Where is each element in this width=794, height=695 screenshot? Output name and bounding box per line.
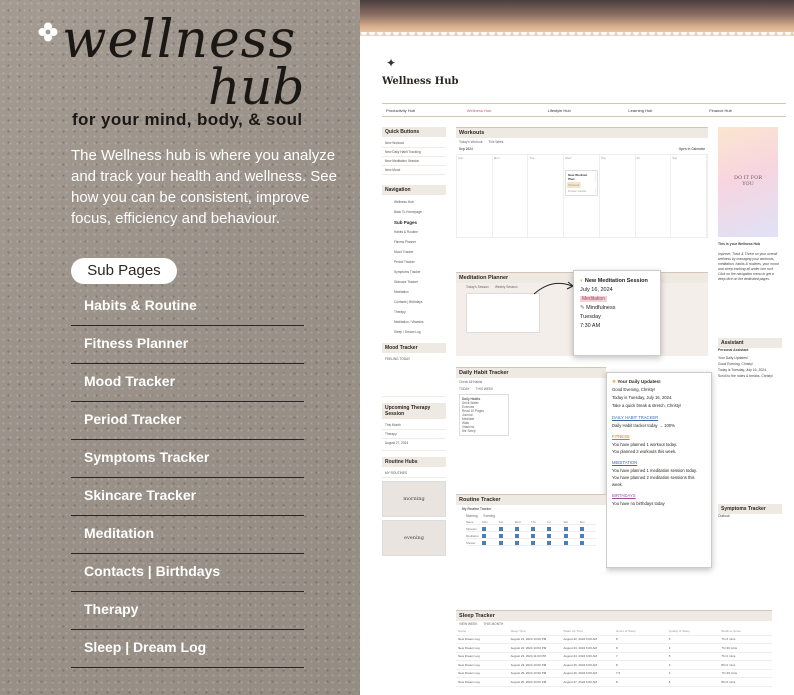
quick-buttons-heading: Quick Buttons (382, 127, 446, 137)
tab-lifestyle-hub[interactable]: Lifestyle Hub (547, 108, 571, 113)
assistant-heading: Assistant (718, 338, 782, 348)
routine-col: Name (466, 520, 482, 525)
cell: 4 (668, 645, 671, 650)
sleep-col: Sleep Time (510, 628, 526, 633)
sleep-col: Wake Up Time (563, 628, 583, 633)
routine-grid (466, 520, 596, 546)
assistant-sub: Personal Assistant (718, 348, 749, 352)
updates-section-heading: BIRTHDAYS (612, 493, 636, 498)
cell: August 21, 2024 10:00 PM (510, 637, 547, 642)
routine-tracker-heading: Routine Tracker (456, 495, 606, 505)
cell: 8 (616, 679, 618, 684)
cell: 3 (668, 662, 671, 667)
checkbox[interactable] (515, 541, 531, 546)
hub-list-item: Fitness Planner (71, 326, 304, 364)
routine-tracker-sub: My Routine Tracker (462, 507, 492, 511)
cell: August 27, 2024 6:00 AM (563, 679, 598, 684)
welcome-heading: This is your Wellness Hub (718, 242, 761, 246)
popup-date: July 16, 2024 (580, 287, 613, 293)
routine-col: Fri (547, 520, 563, 525)
routine-col: Mon (482, 520, 498, 525)
promo-tagline: for your mind, body, & soul (72, 110, 303, 129)
tab-evening[interactable]: Evening (483, 514, 496, 518)
moon-icon: ◐ (580, 278, 584, 284)
meditation-popup[interactable] (573, 270, 661, 356)
cell: New Dream Log (458, 671, 480, 676)
cell: August 25, 2024 6:00 AM (563, 662, 598, 667)
subpages-pill: Sub Pages (71, 258, 177, 284)
habit-item[interactable]: Journal (462, 413, 473, 417)
updates-section-heading: DAILY HABIT TRACKER (612, 415, 659, 420)
notion-screenshot (360, 0, 794, 695)
cell: 8 (616, 662, 618, 667)
cell: 5 (668, 637, 671, 642)
cell: New Dream Log (458, 679, 480, 684)
checkbox[interactable] (580, 527, 596, 532)
assistant-greeting: Good Evening, Christy! (718, 362, 753, 366)
updates-section-heading: MEDITATION (612, 460, 638, 465)
cell: 8 (616, 645, 618, 650)
symptoms-sub[interactable]: Outlook (718, 514, 730, 518)
nav-item[interactable]: Symptoms Tracker (394, 270, 421, 274)
check-all-habits[interactable]: Check All Habits (459, 380, 483, 384)
tab-morning[interactable]: Morning (466, 514, 478, 518)
checkbox[interactable] (531, 527, 547, 532)
assistant-reminder: Scroll to the notes & breaks, Christy! (718, 374, 773, 378)
popup-type-text: Mindfulness (586, 305, 616, 311)
popup-title (580, 277, 654, 286)
updates-reminder: Take a quick break & stretch, Christy! (612, 403, 682, 408)
cell: August 26, 2024 10:00 PM (510, 679, 547, 684)
habit-item[interactable]: Read 10 Pages (462, 409, 484, 413)
workout-event-sub: Power Cardio (567, 188, 596, 194)
welcome-body: Improve, Track & Thrive on your overall wellness by managing your workouts, meditation, habits & routines, your mood and sleep tracking all under one roof. Click on the navigation menu to get a deep dive on the dedicated pages. (718, 252, 779, 281)
new-habit-button[interactable]: New Daily Habit Tracking (382, 148, 446, 157)
cell: August 23, 2024 11:00 PM (510, 654, 546, 659)
new-mood-button[interactable]: New Mood (382, 166, 446, 175)
hub-list-item: Skincare Tracker (71, 478, 304, 516)
hub-list-item: Sleep | Dream Log (71, 630, 304, 668)
flower-logo-icon (38, 22, 58, 42)
mood-tracker-heading: Mood Tracker (382, 343, 446, 353)
routine-hubs-heading: Routine Hubs (382, 457, 446, 467)
daily-updates-card (606, 372, 712, 568)
tab-todays-session[interactable]: Today's Session (466, 285, 489, 289)
updates-line: Daily Habit tracker today → 100% (612, 423, 675, 428)
habit-tracker-heading: Daily Habit Tracker (456, 368, 606, 378)
checkbox[interactable] (499, 541, 515, 546)
popup-type (580, 304, 654, 313)
popup-time: 7:30 AM (580, 323, 601, 329)
cover-image (360, 0, 794, 36)
tab-weekly-session[interactable]: Weekly Session (494, 285, 518, 289)
checkbox[interactable] (564, 541, 580, 546)
workouts-panel (456, 127, 708, 251)
left-column (382, 127, 446, 559)
cell: 4 (668, 671, 671, 676)
checkbox[interactable] (564, 527, 580, 532)
checkbox[interactable] (531, 534, 547, 539)
calendar-day-fri: Fri (636, 155, 672, 237)
meditation-card-small[interactable] (466, 293, 540, 333)
checkbox[interactable] (531, 541, 547, 546)
hub-list-item: Symptoms Tracker (71, 440, 304, 478)
workout-event-tag: Workout (568, 183, 580, 187)
workouts-heading: Workouts (456, 128, 708, 138)
routine-col: Sat (564, 520, 580, 525)
nav-subpages-heading: Sub Pages (394, 220, 418, 225)
popup-tag: Meditation (582, 296, 606, 302)
cell: 7hr 0 mins (721, 637, 736, 642)
checkbox[interactable] (515, 534, 531, 539)
calendar-day-thu: Thu (600, 155, 636, 237)
calendar-day-wed-label: Wed (565, 156, 572, 160)
symptoms-heading: Symptoms Tracker (718, 504, 782, 514)
updates-line: You have planned 2 meditation sessions this week. (612, 475, 695, 487)
hub-list-item: Contacts | Birthdays (71, 554, 304, 592)
promo-panel (0, 0, 360, 695)
nav-item[interactable]: Sleep / Dream Log (394, 330, 421, 334)
wand-icon: ✎ (580, 305, 585, 311)
table-row[interactable] (456, 636, 772, 645)
nav-item[interactable]: Skincare Tracker (394, 280, 418, 284)
hub-list-item: Mood Tracker (71, 364, 304, 402)
routine-col: Tue (499, 520, 515, 525)
therapy-item[interactable]: Therapy (382, 430, 446, 439)
assistant-today: Today is Tuesday, July 16, 2024. (718, 368, 767, 372)
tab-productivity-hub[interactable]: Productivity Hub (386, 108, 416, 113)
checkbox[interactable] (547, 541, 563, 546)
checkbox[interactable] (482, 527, 498, 532)
popup-title-text: New Meditation Session (584, 278, 648, 284)
updates-line: You have no birthdays today (612, 501, 665, 506)
workouts-calendar (456, 154, 708, 238)
cell: New Dream Log (458, 654, 480, 659)
popup-day: Tuesday (580, 314, 601, 320)
cell: 8hr 0 mins (721, 662, 736, 667)
checkbox[interactable] (482, 534, 498, 539)
morning-routine-card[interactable]: morning (382, 481, 446, 517)
checkbox[interactable] (580, 541, 596, 546)
page-title: Wellness Hub (382, 76, 459, 87)
cell: August 23, 2024 6:00 AM (563, 645, 598, 650)
tab-learning-hub[interactable]: Learning Hub (628, 108, 653, 113)
cell: 7 (616, 654, 618, 659)
table-row[interactable] (456, 661, 772, 670)
table-row[interactable] (456, 678, 772, 687)
therapy-heading: Upcoming Therapy Session (382, 403, 446, 419)
sun-icon: ☀ (612, 379, 617, 384)
table-row[interactable] (456, 653, 772, 662)
calendar-day-wed (564, 155, 600, 237)
cell: August 22, 2024 10:00 PM (510, 645, 547, 650)
tab-this-month[interactable]: THIS MONTH (483, 622, 504, 626)
nav-current[interactable]: Wellness Hub (394, 200, 414, 204)
nav-item[interactable]: Fitness Planner (394, 240, 417, 244)
updates-line: You planned 2 workouts this week. (612, 449, 677, 454)
cell: 7hr 0 mins (721, 654, 736, 659)
cell: August 25, 2024 10:30 PM (510, 671, 547, 676)
sparkle-icon: ✦ (386, 56, 397, 70)
arrow-icon (532, 276, 576, 298)
cell: 7hr 30 mins (721, 671, 738, 676)
cell: 8hr 0 mins (721, 679, 736, 684)
hub-list-item: Meditation (71, 516, 304, 554)
workout-event-title: New Workout Plan (567, 172, 596, 182)
updates-title (612, 378, 706, 386)
nav-item[interactable]: Therapy (394, 310, 406, 314)
habit-item[interactable]: Exercise (462, 405, 475, 409)
promo-title-hub: hub (208, 58, 305, 116)
routine-hubs-sub: MY ROUTINES (382, 469, 446, 478)
hub-list-item: Period Tracker (71, 402, 304, 440)
nav-item[interactable]: Mood Tracker (394, 250, 414, 254)
cell: New Dream Log (458, 637, 480, 642)
motivation-text: DO IT FOR YOU (734, 175, 762, 187)
checkbox[interactable] (564, 534, 580, 539)
calendar-day-mon: Mon (493, 155, 529, 237)
checkbox[interactable] (515, 527, 531, 532)
updates-line: You have planned 1 meditation session today. (612, 468, 697, 473)
hub-list-item: Therapy (71, 592, 304, 630)
cell: August 22, 2024 6:00 AM (563, 637, 598, 642)
nav-item[interactable]: Contacts | Birthdays (394, 300, 423, 304)
sleep-col: Name (458, 628, 467, 633)
habit-item[interactable]: Meditate (462, 417, 475, 421)
habit-list-title: Daily Habits (462, 397, 481, 401)
nav-back[interactable]: Back To Homepage (394, 210, 422, 214)
habit-item[interactable]: Vitamins (462, 425, 475, 429)
routine-row-label: Shower (466, 541, 482, 546)
therapy-view[interactable]: This Month (382, 421, 446, 430)
checkbox[interactable] (547, 527, 563, 532)
routine-row-label: Skincare (466, 527, 482, 532)
routine-row-label: Meditation (466, 534, 482, 539)
meditation-heading: Meditation Planner (456, 273, 708, 283)
sleep-col: Quality of Sleep (668, 628, 690, 633)
cell: 7hr 30 mins (721, 645, 738, 650)
motivation-card (718, 127, 778, 237)
tab-this-week[interactable]: This Week (488, 140, 504, 144)
new-meditation-button[interactable]: New Meditation Session (382, 157, 446, 166)
checkbox[interactable] (482, 541, 498, 546)
habit-tracker-panel (456, 367, 606, 485)
updates-today: Today is Tuesday, July 16, 2024. (612, 395, 673, 400)
cell: 5 (668, 679, 671, 684)
tab-todays-workout[interactable]: Today's Workout (459, 140, 483, 144)
calendar-day-sat: Sat (671, 155, 707, 237)
calendar-day-tue: Tue (528, 155, 564, 237)
sleep-col: Bedtime Score (721, 628, 742, 633)
cell: August 24, 2024 10:00 PM (510, 662, 547, 667)
sleep-col: Hours of Sleep (616, 628, 636, 633)
cell: 5 (668, 654, 671, 659)
promo-description: The Wellness hub is where you analyze and track your health and wellness. See how you can be consistent, improve focus, efficiency and behaviour. (71, 147, 337, 227)
promo-title: wellness (62, 10, 297, 70)
tab-today[interactable]: TODAY (459, 387, 470, 391)
therapy-date: August 27, 2024 (382, 439, 446, 451)
cell: August 24, 2024 6:00 AM (563, 654, 598, 659)
nav-item[interactable]: Meditation (394, 290, 409, 294)
tab-habit-this-week[interactable]: THIS WEEK (475, 387, 494, 391)
routine-col: Thu (531, 520, 547, 525)
cell: 7.5 (616, 671, 621, 676)
new-workout-button[interactable]: New Workout (382, 139, 446, 148)
checkbox[interactable] (547, 534, 563, 539)
habit-item[interactable]: Walk (462, 421, 469, 425)
open-in-calendar-button[interactable]: Open in Calendar (678, 147, 705, 151)
nav-item[interactable]: Period Tracker (394, 260, 415, 264)
mood-feeling-today: FEELING TODAY (382, 355, 446, 397)
updates-line: You have planned 1 workout today. (612, 442, 677, 447)
cell: 8 (616, 637, 618, 642)
routine-tracker-panel (456, 494, 606, 572)
cell: New Dream Log (458, 662, 480, 667)
updates-title-text: Your Daily Updates! (617, 379, 661, 384)
tab-view-week[interactable]: VIEW WEEK (459, 622, 478, 626)
checkbox[interactable] (580, 534, 596, 539)
routine-col: Sun (580, 520, 596, 525)
checkbox[interactable] (499, 534, 515, 539)
sleep-tracker-heading: Sleep Tracker (456, 611, 772, 621)
checkbox[interactable] (499, 527, 515, 532)
habit-item[interactable]: 8hr Sleep (462, 429, 476, 433)
table-row[interactable] (456, 644, 772, 653)
cell: New Dream Log (458, 645, 480, 650)
habit-list (459, 394, 509, 436)
workout-event-card[interactable] (565, 170, 598, 196)
tab-finance-hub[interactable]: Finance Hub (709, 108, 732, 113)
nav-item[interactable]: Meditation / Vitamins (394, 320, 424, 324)
routine-col: Wed (515, 520, 531, 525)
hub-list-item: Habits & Routine (71, 288, 304, 326)
navigation-heading: Navigation (382, 185, 446, 195)
assistant-updates: Your Daily Updates! (718, 356, 748, 360)
evening-routine-card[interactable]: evening (382, 520, 446, 556)
updates-greeting: Good Evening, Christy! (612, 387, 656, 392)
table-row[interactable] (456, 670, 772, 679)
tab-wellness-hub[interactable]: Wellness Hub (466, 108, 492, 113)
calendar-month: Sep 2024 (459, 147, 473, 151)
calendar-day-sun: Sun (457, 155, 493, 237)
cell: August 26, 2024 6:00 AM (563, 671, 598, 676)
sleep-tracker-panel (456, 610, 772, 692)
sleep-header-row (456, 627, 772, 636)
habit-item[interactable]: Drink Water (462, 401, 479, 405)
nav-item[interactable]: Habits & Routine (394, 230, 418, 234)
hub-list (71, 288, 304, 668)
updates-section-heading: FITNESS (612, 434, 630, 439)
hub-tabs (382, 103, 786, 117)
